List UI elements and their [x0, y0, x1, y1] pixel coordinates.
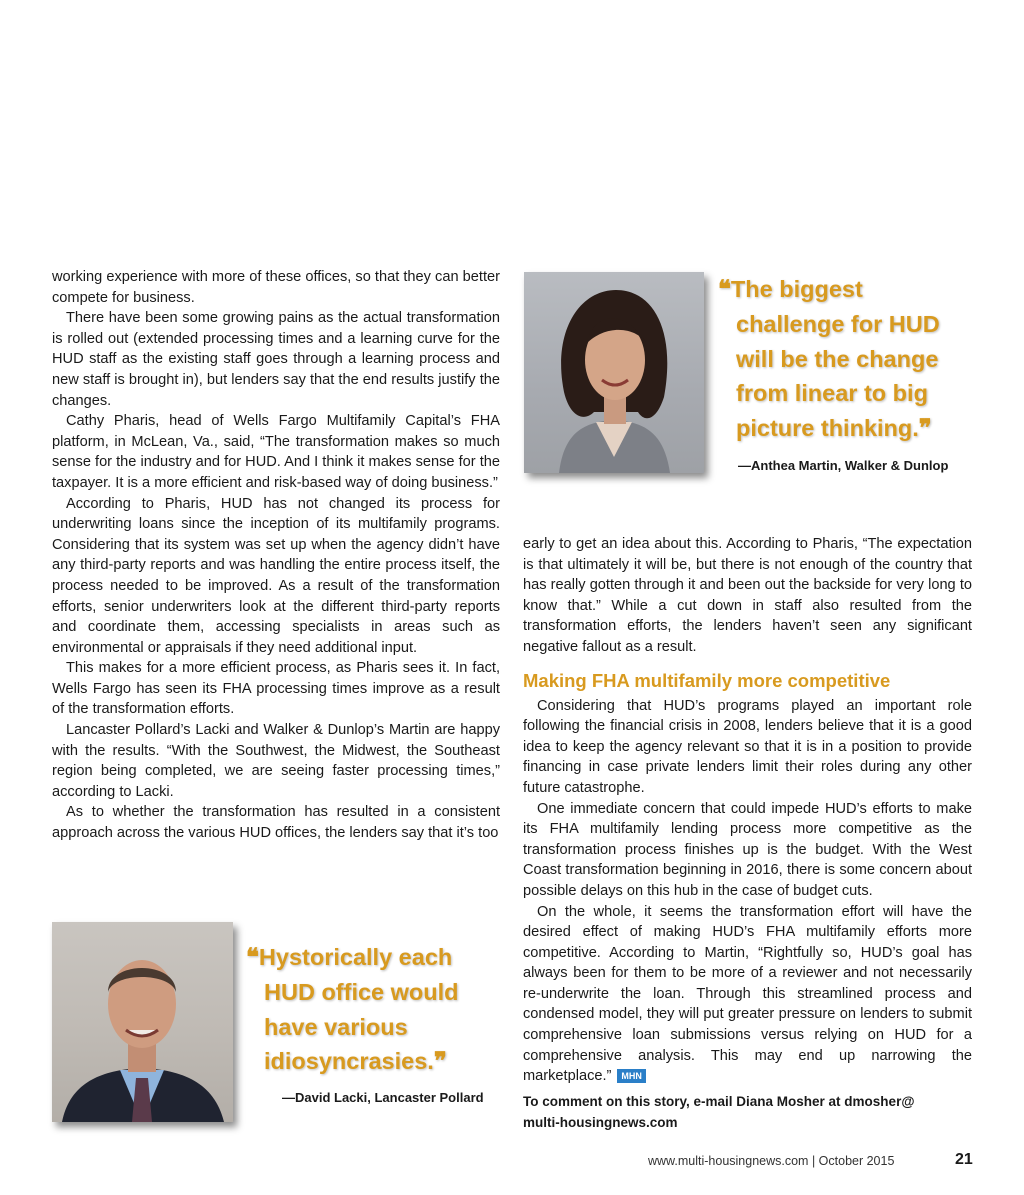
quote-line: will be the change [736, 345, 939, 372]
comment-email-link[interactable]: multi-housingnews.com [523, 1115, 678, 1130]
body-paragraph: working experience with more of these offices, so that they can better compete for business. [52, 269, 500, 306]
quote-line: ❝The biggest [718, 274, 863, 303]
body-paragraph: Lancaster Pollard’s Lacki and Walker & Dunlop’s Martin are happy with the results. “With the Southwest, the Midwest, the Southeast region being completed, we are seeing faster processing times,” according to Lacki. [52, 722, 500, 800]
portrait-man-image [52, 922, 233, 1122]
open-quote-icon: ❝ [246, 942, 259, 971]
quote-line: have various [264, 1013, 408, 1040]
quote-attribution: —Anthea Martin, Walker & Dunlop [738, 458, 949, 473]
right-article-column [523, 534, 972, 1087]
body-paragraph: As to whether the transformation has resulted in a consistent approach across the various HUD offices, the lenders say that it’s too [52, 804, 500, 842]
mhn-end-badge: MHN [617, 1069, 646, 1083]
comment-contact [523, 1091, 963, 1133]
body-paragraph: This makes for a more efficient process, as Pharis sees it. In fact, Wells Fargo has seen its FHA processing times improve as a result of the transformation efforts. [52, 660, 500, 718]
quote-line: idiosyncrasies.❞ [264, 1046, 447, 1076]
left-article-column [52, 267, 500, 844]
body-paragraph: Considering that HUD’s programs played an important role following the financial crisis in 2008, lenders believe that it is a good idea to keep the agency relevant so that it is in a position to provide financing in case private lenders limit their roles during any other future catastrophe. [523, 697, 972, 796]
close-quote-icon: ❞ [918, 413, 932, 443]
page-footer: www.multi-housingnews.com | October 2015 [648, 1154, 895, 1168]
page-number: 21 [955, 1151, 973, 1168]
quote-line: picture thinking.❞ [736, 413, 932, 443]
body-paragraph: early to get an idea about this. According to Pharis, “The expectation is that ultimately it will be, but there is not enough of the country that has really gotten through it and been out the backside for very long to know that.” While a cut down in staff also resulted from the transformation efforts, the lenders haven’t seen any significant negative fallout as a result. [523, 536, 972, 655]
pullquote-lacki [246, 940, 506, 1079]
comment-line: To comment on this story, e-mail Diana Mosher at dmosher@ [523, 1094, 915, 1109]
open-quote-icon: ❝ [718, 274, 731, 303]
close-quote-icon: ❞ [433, 1046, 447, 1076]
quote-attribution: —David Lacki, Lancaster Pollard [282, 1090, 484, 1105]
anthea-martin-photo [524, 272, 704, 473]
quote-line: HUD office would [264, 978, 459, 1005]
david-lacki-photo [52, 922, 233, 1122]
body-paragraph: According to Pharis, HUD has not changed its process for underwriting loans since the inception of its multifamily programs. Considering that its system was set up when the agency didn’t have any third-party reports and was handling the entire process itself, the process needed to be improved. As a result of the transformation efforts, senior underwriters look at the different third-party reports and coordinate them, accessing specialists in areas such as environmental or appraisals if they need additional input. [52, 495, 500, 656]
quote-line: from linear to big [736, 380, 928, 407]
quote-line: challenge for HUD [736, 310, 940, 337]
portrait-woman-image [524, 272, 704, 473]
section-subhead: Making FHA multifamily more competitive [523, 669, 891, 691]
body-paragraph: On the whole, it seems the transformation effort will have the desired effect of making HUD’s FHA multifamily efforts more competitive. According to Martin, “Rightfully so, HUD’s goal has always been for them to be more of a reviewer and not necessarily re-underwrite the loan. Through this streamlined process and condensed model, they will put greater pressure on lenders to submit comprehensive loan submissions versus relying on HUD for a comprehensive analysis. This may end up narrowing the marketplace.” MHN [523, 903, 972, 1085]
body-paragraph: Cathy Pharis, head of Wells Fargo Multifamily Capital’s FHA platform, in McLean, Va., said, “The transformation makes so much sense for the industry and for HUD. And I think it makes sense for the taxpayer. It is a more efficient and risk-based way of doing business.” [52, 413, 500, 491]
quote-line: ❝Hystorically each [246, 942, 453, 971]
body-paragraph: There have been some growing pains as the actual transformation is rolled out (extended processing times and a learning curve for the HUD staff as the existing staff goes through a learning process and new staff is brought in), but lenders say that the end results justify the changes. [52, 310, 500, 409]
pullquote-martin [718, 272, 988, 446]
body-paragraph: One immediate concern that could impede HUD’s efforts to make its FHA multifamily lending process more competitive as the transformation process finishes up is the budget. With the West Coast transformation beginning in 2016, there is some concern about possible delays on this hub in the case of budget cuts. [523, 800, 972, 899]
